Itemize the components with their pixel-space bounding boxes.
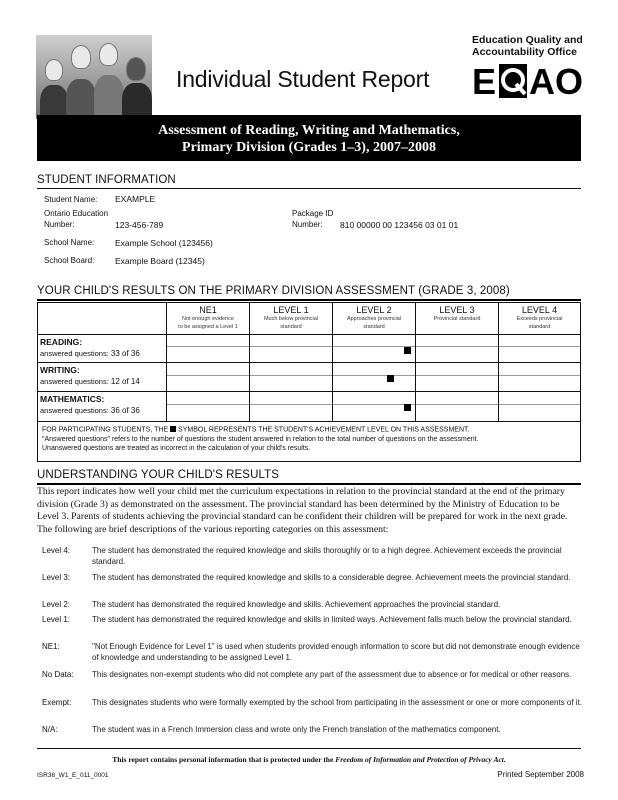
col-header-level2 — [332, 303, 415, 336]
col-level: LEVEL 1 — [273, 305, 309, 315]
answered-label: answered questions: — [40, 349, 109, 358]
reading-label: READING: — [40, 337, 83, 347]
divider — [166, 375, 580, 376]
achievement-marker-writing — [387, 375, 394, 382]
logo-letter-e: E — [472, 61, 497, 102]
col-header-level4 — [498, 303, 580, 336]
oen-value: 123-456-789 — [115, 220, 164, 230]
divider — [37, 748, 581, 749]
divider — [332, 334, 333, 422]
writing-answered — [40, 377, 140, 386]
students-photo — [36, 35, 152, 119]
col-header-level1 — [249, 303, 332, 336]
col-desc: Provincial standard — [433, 316, 481, 322]
symbol-note-text: SYMBOL REPRESENTS THE STUDENT'S ACHIEVEMENT LEVEL ON THIS ASSESSMENT. — [178, 426, 470, 434]
category-text: The student was in a French Immersion class and wrote only the French translation of the mathematics component. — [92, 725, 501, 734]
results-note — [37, 422, 581, 462]
unanswered-questions-note: Unanswered questions are treated as incorrect in the calculation of your child's results. — [42, 444, 311, 452]
answered-questions-note: "Answered questions" refers to the number of questions the student answered in relation to the total number of questions on the assessment. — [42, 436, 479, 443]
divider — [166, 346, 580, 347]
results-heading: YOUR CHILD'S RESULTS ON THE PRIMARY DIVISION ASSESSMENT (GRADE 3, 2008) — [37, 285, 510, 297]
divider — [37, 299, 581, 301]
banner-line1: Assessment of Reading, Writing and Mathematics, — [158, 123, 460, 138]
package-id-value: 810 00000 00 123456 03 01 01 — [340, 220, 459, 230]
school-board-label: School Board: — [44, 256, 95, 265]
col-header-ne1 — [166, 303, 249, 336]
school-name-value: Example School (123456) — [115, 238, 213, 248]
answered-label: answered questions: — [40, 406, 109, 415]
package-id-label-line1: Package ID — [292, 209, 334, 218]
achievement-marker-reading — [404, 347, 411, 354]
category-text: The student has demonstrated the required knowledge and skills thoroughly or to a high degree. Achievement exceeds the provincial standard. — [92, 546, 562, 566]
understanding-heading: UNDERSTANDING YOUR CHILD'S RESULTS — [37, 469, 280, 481]
category-label: No Data: — [42, 670, 74, 679]
category-label: N/A: — [42, 725, 58, 734]
reading-answered — [40, 349, 140, 358]
symbol-square-icon — [170, 426, 176, 432]
col-level: LEVEL 4 — [521, 305, 558, 315]
school-board-value: Example Board (12345) — [115, 256, 205, 266]
answered-value: 33 of 36 — [110, 349, 140, 358]
achievement-marker-mathematics — [404, 404, 411, 411]
divider — [166, 404, 580, 405]
oen-label-line2: Number: — [44, 220, 75, 229]
col-desc: to be assigned a Level 1 — [178, 323, 238, 330]
privacy-note-text: This report contains personal information that is protected under the — [112, 755, 334, 764]
results-table — [37, 302, 581, 422]
package-id-label-line2: Number: — [292, 220, 323, 229]
category-label: Level 3: — [42, 573, 71, 582]
eqao-logo — [472, 60, 584, 102]
col-level: LEVEL 3 — [439, 305, 475, 315]
report-title: Individual Student Report — [176, 66, 430, 92]
category-text: This designates non-exempt students who did not complete any part of the assessment due to absence or for medical or other reasons. — [92, 670, 572, 679]
org-name-line1: Education Quality and — [472, 34, 583, 46]
understanding-intro: This report indicates how well your child met the curriculum expectations in relation to the provincial standard at the end of the primary division (Grade 3) as demonstrated on the assessment. The provincial standard has been determined by the Ministry of Education to be Level 3. Parents of students achieving the provincial standard can be confident their children will be prepared for work in the next grade. The following are brief descriptions of the various reporting categories on this assessment: — [37, 486, 568, 535]
mathematics-answered — [40, 406, 140, 415]
category-label: Level 4: — [42, 546, 71, 555]
col-desc: Exceeds provincial — [516, 316, 563, 322]
category-text: "Not Enough Evidence for Level 1" is used when students provided enough information to score but did not demonstrate enough evidence of knowledge and understanding to be assigned Level 1. — [92, 642, 580, 662]
printed-date: Printed September 2008 — [497, 770, 584, 779]
col-header-level3 — [415, 303, 498, 336]
writing-label: WRITING: — [40, 365, 80, 375]
divider — [415, 334, 416, 422]
divider — [37, 188, 581, 189]
symbol-note-text: FOR PARTICIPATING STUDENTS, THE — [42, 426, 169, 434]
divider — [498, 334, 499, 422]
category-label: Level 1: — [42, 615, 71, 624]
divider — [166, 334, 167, 422]
answered-value: 12 of 14 — [110, 377, 140, 386]
logo-letters-ao: AO — [529, 61, 583, 102]
col-desc: standard — [363, 323, 385, 330]
col-level: LEVEL 2 — [356, 305, 392, 315]
assessment-banner — [37, 115, 581, 161]
col-desc: standard — [280, 323, 302, 330]
category-label: Level 2: — [42, 600, 71, 609]
answered-value: 36 of 36 — [110, 406, 140, 415]
col-desc: Approaches provincial — [346, 316, 402, 322]
category-text: This designates students who were formally exempted by the school from participating in the assessment or one or more components of it. — [92, 698, 583, 707]
oen-label-line1: Ontario Education — [44, 209, 109, 218]
divider — [249, 334, 250, 422]
category-text: The student has demonstrated the required knowledge and skills to a considerable degree. Achievement meets the provincial standard. — [92, 573, 571, 582]
banner-line2: Primary Division (Grades 1–3), 2007–2008 — [182, 140, 436, 155]
col-desc: Not enough evidence — [182, 316, 234, 322]
symbol-note — [42, 426, 576, 435]
category-text: The student has demonstrated the required knowledge and skills in limited ways. Achievement falls much below the provincial standard. — [92, 615, 572, 624]
mathematics-label: MATHEMATICS: — [40, 394, 105, 404]
school-name-label: School Name: — [44, 238, 95, 247]
category-label: NE1: — [42, 642, 60, 651]
privacy-act-name: Freedom of Information and Protection of Privacy Act. — [335, 755, 506, 764]
org-name-line2: Accountability Office — [472, 46, 578, 58]
student-name-label: Student Name: — [44, 195, 98, 204]
col-desc: standard — [528, 323, 551, 330]
org-name — [472, 34, 592, 58]
student-name-value: EXAMPLE — [115, 194, 156, 204]
privacy-note — [0, 755, 618, 764]
category-text: The student has demonstrated the required knowledge and skills. Achievement approaches the provincial standard. — [92, 600, 501, 609]
col-level: NE1 — [199, 305, 217, 315]
report-code: ISR36_W1_E_011_0001 — [37, 772, 109, 779]
col-desc: Much below provincial — [263, 316, 319, 322]
category-label: Exempt: — [42, 698, 72, 707]
divider — [37, 483, 581, 485]
answered-label: answered questions: — [40, 377, 109, 386]
student-info-heading: STUDENT INFORMATION — [37, 174, 176, 186]
